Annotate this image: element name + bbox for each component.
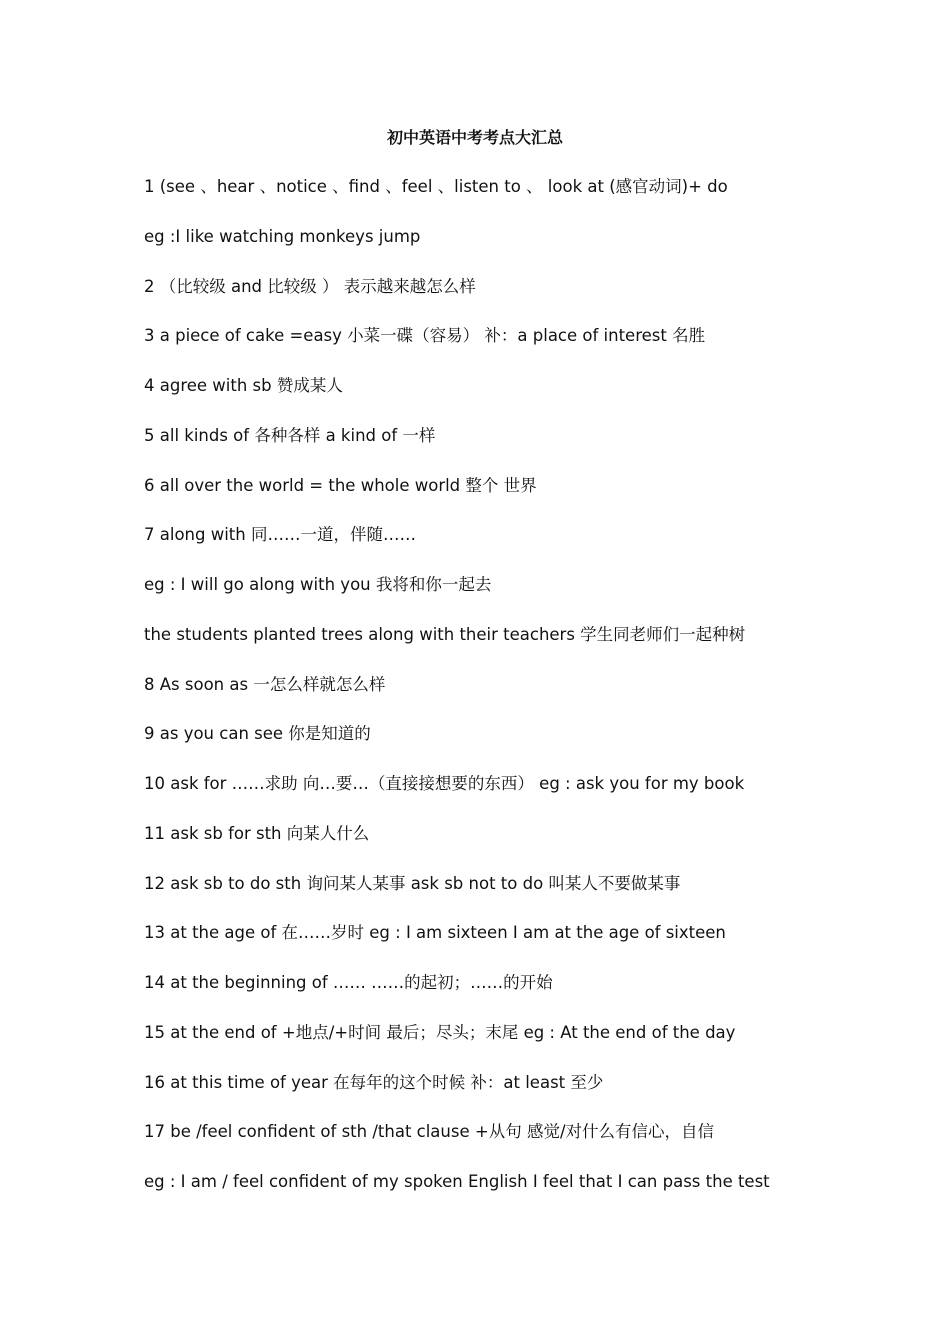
content-line: 10 ask for ……求助 向…要…（直接接想要的东西） eg : ask you for my book bbox=[144, 774, 745, 793]
content-line: 8 As soon as 一怎么样就怎么样 bbox=[144, 674, 386, 694]
content-line: the students planted trees along with their teachers 学生同老师们一起种树 bbox=[144, 624, 746, 644]
content-lines bbox=[144, 176, 904, 1221]
content-line: 5 all kinds of 各种各样 a kind of 一样 bbox=[144, 425, 436, 445]
content-line: 1 (see 、hear 、notice 、find 、feel 、listen to 、 look at (感官动词)+ do bbox=[144, 177, 728, 196]
content-line: 15 at the end of +地点/+时间 最后；尽头；末尾 eg : At the end of the day bbox=[144, 1022, 736, 1042]
content-line: 11 ask sb for sth 向某人什么 bbox=[144, 823, 370, 843]
content-line: 14 at the beginning of …… ……的起初；……的开始 bbox=[144, 973, 553, 992]
content-line: 6 all over the world = the whole world 整个 世界 bbox=[144, 475, 537, 495]
content-line: eg : I am / feel confident of my spoken English I feel that I can pass the test bbox=[144, 1172, 770, 1191]
content-line: 17 be /feel confident of sth /that clause +从句 感觉/对什么有信心，自信 bbox=[144, 1122, 714, 1142]
content-line: 2 （比较级 and 比较级 ） 表示越来越怎么样 bbox=[144, 276, 476, 296]
content-line: eg :I like watching monkeys jump bbox=[144, 226, 421, 246]
content-line: 12 ask sb to do sth 询问某人某事 ask sb not to do 叫某人不要做某事 bbox=[144, 873, 681, 893]
content-line: eg : I will go along with you 我将和你一起去 bbox=[144, 575, 492, 594]
content-line: 7 along with 同……一道，伴随…… bbox=[144, 525, 416, 545]
content-line: 3 a piece of cake =easy 小菜一碟（容易） 补：a place of interest 名胜 bbox=[144, 326, 706, 346]
document-title: 初中英语中考考点大汇总 bbox=[386, 128, 563, 147]
content-line: 9 as you can see 你是知道的 bbox=[144, 724, 371, 744]
content-line: 16 at this time of year 在每年的这个时候 补：at least 至少 bbox=[144, 1072, 604, 1092]
content-line: 4 agree with sb 赞成某人 bbox=[144, 376, 343, 395]
content-line: 13 at the age of 在……岁时 eg : I am sixteen I am at the age of sixteen bbox=[144, 923, 726, 943]
